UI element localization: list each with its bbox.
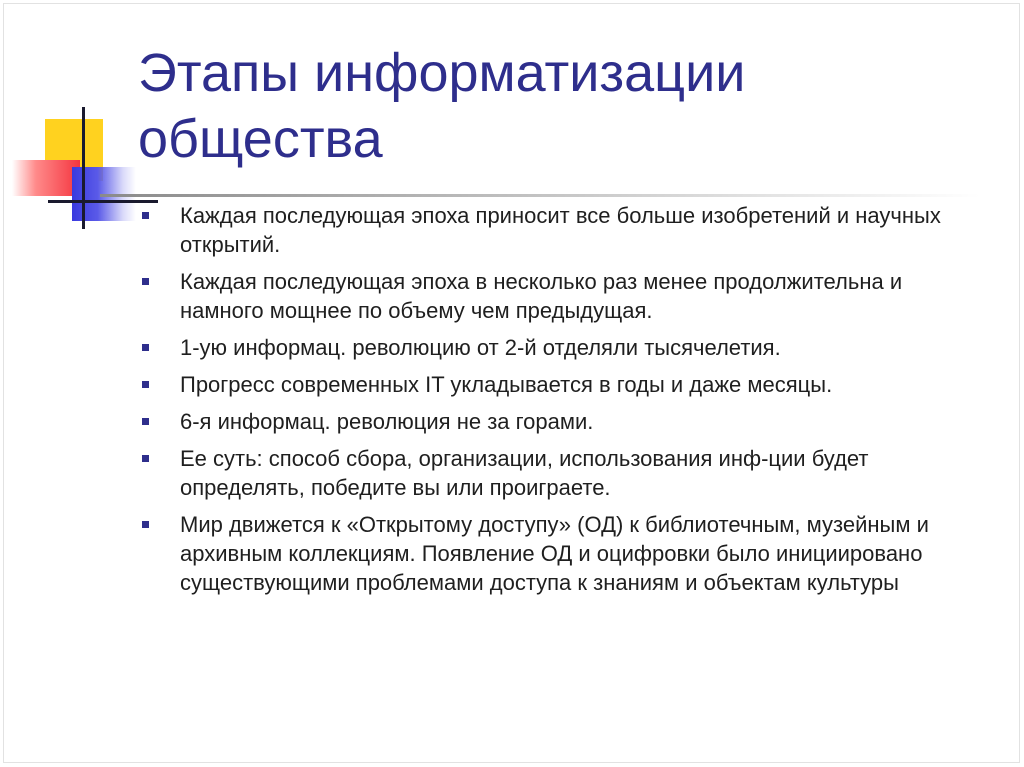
bullet-list <box>140 201 980 605</box>
ornament-vertical-line <box>82 107 85 229</box>
square-bullet-icon <box>142 344 149 351</box>
ornament-red-square <box>12 160 80 196</box>
square-bullet-icon <box>142 418 149 425</box>
square-bullet-icon <box>142 212 149 219</box>
square-bullet-icon <box>142 455 149 462</box>
bullet-item <box>140 267 980 325</box>
title-underline-rule <box>100 194 980 197</box>
bullet-item <box>140 370 980 399</box>
square-bullet-icon <box>142 381 149 388</box>
square-bullet-icon <box>142 521 149 528</box>
bullet-text: Прогресс современных IT укладывается в годы и даже месяцы. <box>180 372 833 397</box>
bullet-text: Каждая последующая эпоха в несколько раз менее продолжительна и намного мощнее по объему чем предыдущая. <box>180 269 903 323</box>
bullet-item <box>140 333 980 362</box>
bullet-text: 6-я информац. революция не за горами. <box>180 409 594 434</box>
bullet-text: Ее суть: способ сбора, организации, использования инф-ции будет определять, победите вы или проиграете. <box>180 446 869 500</box>
bullet-text: Каждая последующая эпоха приносит все больше изобретений и научных открытий. <box>180 203 941 257</box>
square-bullet-icon <box>142 278 149 285</box>
bullet-item <box>140 444 980 502</box>
bullet-text: 1-ую информац. революцию от 2-й отделяли тысячелетия. <box>180 335 781 360</box>
bullet-item <box>140 407 980 436</box>
bullet-item <box>140 201 980 259</box>
bullet-text: Мир движется к «Открытому доступу» (ОД) к библиотечным, музейным и архивным коллекциям. Появление ОД и оцифровки было инициировано существующими проблемами доступа к знаниям и объектам культуры <box>180 512 929 595</box>
slide-title: Этапы информатизации общества <box>138 43 746 169</box>
bullet-item <box>140 510 980 597</box>
